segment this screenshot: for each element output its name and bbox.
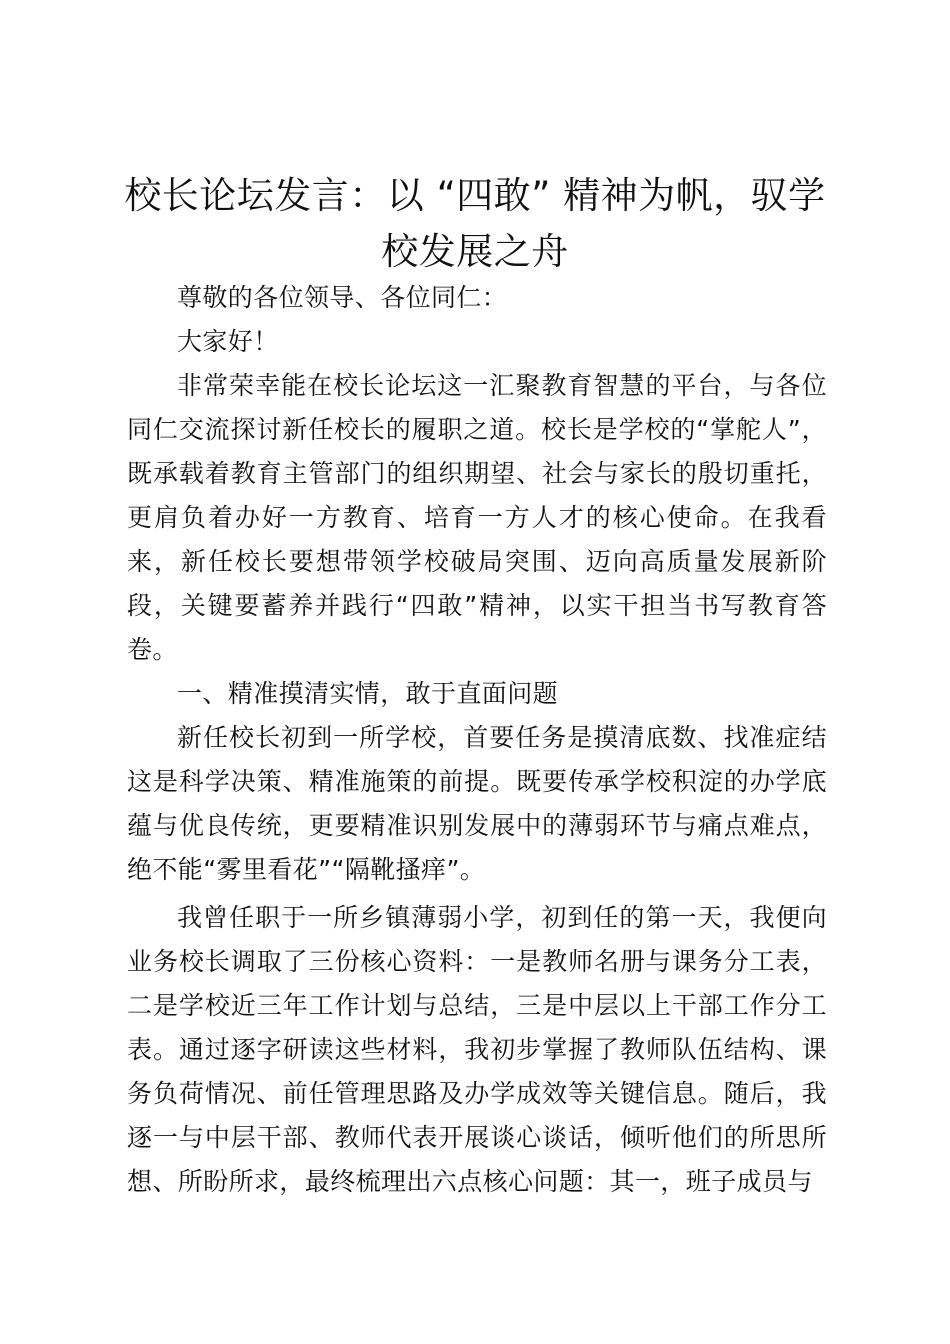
section-paragraph: 新任校长初到一所学校，首要任务是摸清底数、找准症结这是科学决策、精准施策的前提。既要传承学校积淀的办学底蕴与优良传统，更要精准识别发展中的薄弱环节与痛点难点，绝不能“雾里看花”“隔靴搔痒”。 <box>127 723 827 884</box>
intro-paragraph: 非常荣幸能在校长论坛这一汇聚教育智慧的平台，与各位同仁交流探讨新任校长的履职之道。校长是学校的“掌舵人”，既承载着教育主管部门的组织期望、社会与家长的殷切重托，更肩负着办好一方教育、培育一方人才的核心使命。在我看来，新任校长要想带领学校破局突围、迈向高质量发展新阶段，关键要蓄养并践行“四敢”精神，以实干担当书写教育答卷。 <box>127 371 827 664</box>
document-body <box>127 276 827 1204</box>
salutation: 尊敬的各位领导、各位同仁： <box>177 283 508 312</box>
document-title: 校长论坛发言：以 “四敢” 精神为帆，驭学校发展之舟 <box>124 174 826 273</box>
experience-paragraph: 我曾任职于一所乡镇薄弱小学，初到任的第一天，我便向业务校长调取了三份核心资料：一是教师名册与课务分工表，二是学校近三年工作计划与总结，三是中层以上干部工作分工表。通过逐字研读这些材料，我初步掌握了教师队伍结构、课务负荷情况、前任管理思路及办学成效等关键信息。随后，我逐一与中层干部、教师代表开展谈心谈话，倾听他们的所思所想、所盼所求，最终梳理出六点核心问题：其一，班子成员与 <box>127 903 827 1196</box>
greeting: 大家好！ <box>177 327 279 356</box>
section-heading: 一、精准摸清实情，敢于直面问题 <box>177 679 559 708</box>
